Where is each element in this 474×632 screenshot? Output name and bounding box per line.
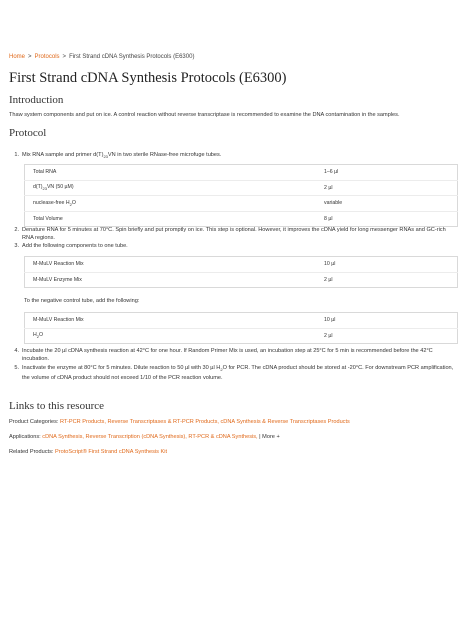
step-number: 1. (14, 152, 19, 158)
reagent-name: Total Volume (25, 211, 317, 227)
breadcrumb-home-link[interactable]: Home (9, 54, 26, 60)
product-categories-label: Product Categories: (9, 419, 59, 425)
introduction-text: Thaw system components and put on ice. A control reaction without reverse transcriptase is recommended to examine the DNA contamination in the samples. (9, 112, 400, 118)
reagent-table-3 (24, 312, 458, 344)
links-heading: Links to this resource (9, 400, 105, 412)
step-text: Mix RNA sample and primer $d(T)_{23}VN$ in two sterile RNase-free microfuge tubes. (22, 152, 222, 160)
breadcrumb-protocols-link[interactable]: Protocols (34, 54, 60, 60)
protocol-step-3 (9, 242, 459, 250)
reagent-name: Total RNA (33, 169, 57, 176)
reagent-amount: variable (316, 196, 458, 212)
protocol-step-5 (9, 364, 459, 382)
breadcrumb (9, 54, 194, 60)
table-row (25, 328, 458, 344)
table-row (25, 180, 458, 196)
reagent-amount: 2 µl (316, 328, 458, 344)
reagent-table-1 (24, 164, 458, 227)
more-toggle[interactable]: | More + (259, 434, 280, 440)
page-title: First Strand cDNA Synthesis Protocols (E6300) (9, 70, 287, 86)
reagent-amount: 8 µl (316, 211, 458, 227)
reagent-amount: 10 µl (324, 317, 336, 324)
table-row (25, 165, 458, 181)
step-text: Denature RNA for 5 minutes at 70°C. Spin briefly and put promptly on ice. This step is optional. However, it improves the cDNA yield for long messenger RNAs and GC-rich RNA regions. (22, 227, 446, 241)
step-number: 5. (14, 365, 19, 371)
reagent-name: M-MuLV Reaction Mix (33, 261, 84, 268)
reagent-amount: 10 µl (324, 261, 336, 268)
reagent-table-2 (24, 256, 458, 288)
table-row (25, 257, 458, 273)
protocol-step-4 (9, 347, 459, 363)
table-row (25, 272, 458, 288)
reagent-name: M-MuLV Enzyme Mix (25, 272, 317, 288)
reagent-amount: 1–6 µl (324, 169, 339, 176)
protocol-step-1 (9, 151, 459, 161)
step-text: Inactivate the enzyme at 80°C for 5 minutes. Dilute reaction to 50 µl with 30 µl $H_2O$ for PCR. The cDNA product should be stored at -20°C. For downstream PCR amplification, the volume of cDNA product should not exceed 1/10 of the PCR reaction volume. (22, 365, 454, 382)
table-row (25, 211, 458, 227)
step-text: Add the following components to one tube. (22, 243, 128, 249)
reagent-name: $H_2O$ (25, 328, 317, 344)
table-row (25, 313, 458, 329)
step-number: 3. (14, 243, 19, 249)
introduction-heading: Introduction (9, 94, 64, 106)
related-products-line (9, 449, 167, 455)
related-products-label: Related Products: (9, 449, 54, 455)
applications-label: Applications: (9, 434, 41, 440)
breadcrumb-current: First Strand cDNA Synthesis Protocols (E6300) (69, 54, 195, 60)
step-text: Incubate the 20 µl cDNA synthesis reaction at 42°C for one hour. If Random Primer Mix is used, an incubation step at 25°C for 5 min is recommended before the 42°C incubation. (22, 348, 433, 362)
reagent-name: M-MuLV Reaction Mix (33, 317, 84, 324)
applications-links[interactable]: cDNA Synthesis, Reverse Transcription (cDNA Synthesis), RT-PCR & cDNA Synthesis, (42, 434, 258, 440)
protocol-heading: Protocol (9, 127, 47, 139)
breadcrumb-separator: > (62, 54, 67, 60)
step-number: 2. (14, 227, 19, 233)
reagent-amount: 2 µl (316, 272, 458, 288)
negative-control-note: To the negative control tube, add the following: (24, 298, 140, 304)
product-categories-links[interactable]: RT-PCR Products, Reverse Transcriptases & RT-PCR Products, cDNA Synthesis & Reverse Transcriptases Products (60, 419, 350, 425)
breadcrumb-separator: > (28, 54, 32, 60)
step-number: 4. (14, 348, 19, 354)
protocol-step-2 (9, 226, 459, 242)
product-categories-line (9, 419, 350, 425)
table-row (25, 196, 458, 212)
reagent-name: nuclease-free $H_2O$ (25, 196, 317, 212)
reagent-amount: 2 µl (316, 180, 458, 196)
related-product-link[interactable]: ProtoScript® First Strand cDNA Synthesis Kit (55, 449, 168, 455)
reagent-name: $d(T)_{23}VN$ (50 µM) (25, 180, 317, 196)
applications-line (9, 434, 280, 440)
